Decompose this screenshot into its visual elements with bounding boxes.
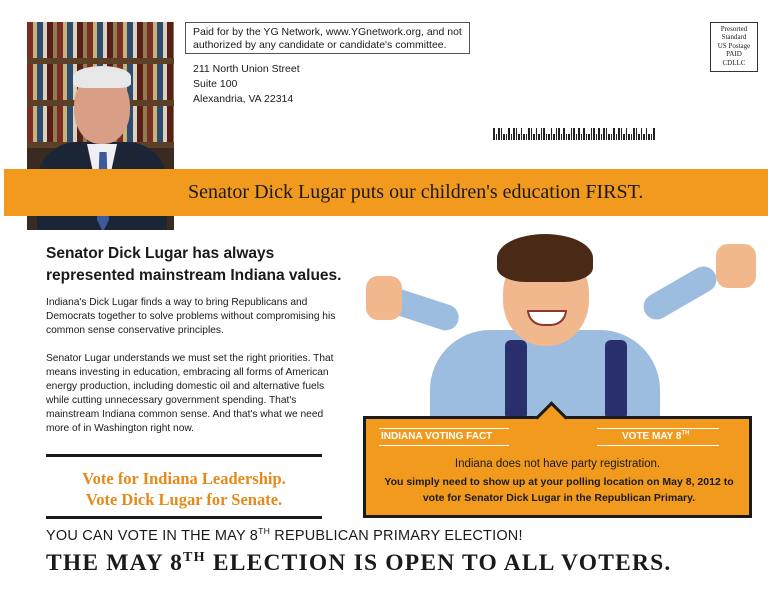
paid-for-disclaimer: Paid for by the YG Network, www.YGnetwork.org, and not authorized by any candidate or candidate's committee. [185, 22, 470, 54]
body-paragraph: Indiana's Dick Lugar finds a way to bring Republicans and Democrats together to solve problems without compromising his common sense conservative principles. [46, 297, 336, 336]
address-line: Suite 100 [193, 78, 238, 90]
body-paragraph: Senator Lugar understands we must set the right priorities. That means investing in education, embracing all forms of American energy production, including domestic oil and alternative fuels while cutting unnecessary government spending. That's mainstream Indiana common sense. And that's what we need more of in Washington right now. [46, 353, 334, 434]
postage-line: Presorted [720, 25, 748, 33]
fact-body: You simply need to show up at your polling location on May 8, 2012 to vote for Senator Dick Lugar in the Republican Primary. [384, 476, 734, 504]
vote-line: Vote Dick Lugar for Senate. [85, 490, 283, 509]
postage-line: Standard [721, 33, 747, 42]
section-headline: Senator Dick Lugar has always represented mainstream Indiana values. [46, 245, 342, 284]
return-address [193, 62, 300, 107]
divider [46, 454, 322, 457]
divider [46, 516, 322, 519]
vote-callout [46, 468, 322, 510]
bottom-line-2: THE MAY 8TH ELECTION IS OPEN TO ALL VOTERS. [46, 549, 672, 576]
thumbs-up-icon [366, 276, 402, 320]
fact-subhead: Indiana does not have party registration. [454, 458, 661, 470]
postal-barcode [493, 128, 695, 140]
vote-line: Vote for Indiana Leadership. [82, 469, 286, 488]
postage-line: CDLLC [722, 58, 746, 67]
postage-indicia [710, 22, 758, 72]
vote-date-label: VOTE MAY 8TH [622, 430, 690, 442]
banner-text: Senator Dick Lugar puts our children's education FIRST. [188, 181, 644, 203]
bottom-line-1: YOU CAN VOTE IN THE MAY 8TH REPUBLICAN PRIMARY ELECTION! [46, 526, 523, 544]
postage-line: PAID [726, 50, 742, 59]
fact-label: INDIANA VOTING FACT [381, 431, 493, 442]
address-line: 211 North Union Street [193, 63, 300, 75]
thumbs-up-icon [716, 244, 756, 288]
address-line: Alexandria, VA 22314 [193, 93, 294, 105]
postage-line: US Postage [717, 41, 751, 50]
